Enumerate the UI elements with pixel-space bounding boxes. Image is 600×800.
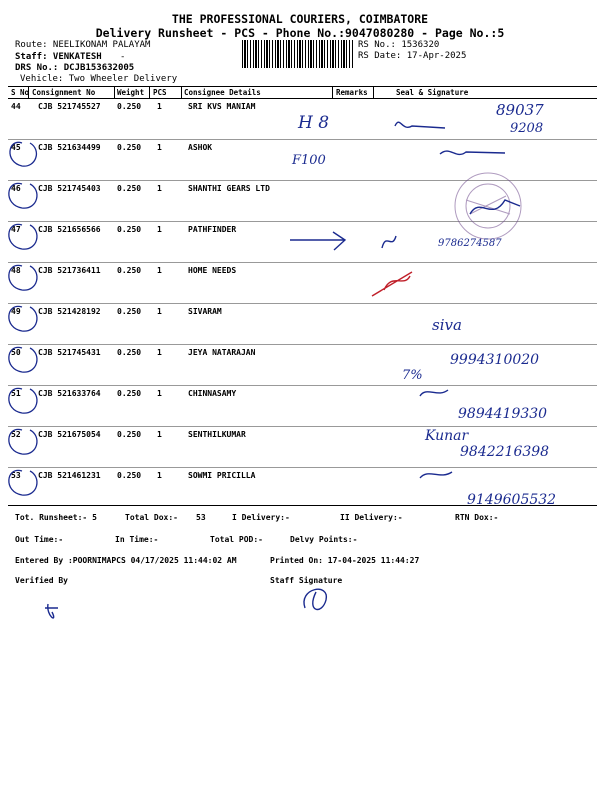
row-weight: 0.250 — [117, 266, 142, 275]
row-weight: 0.250 — [117, 389, 142, 398]
row-sno: 45 — [11, 143, 21, 152]
verified-signature-scribble — [45, 604, 58, 618]
col-header-seal-signature: Seal & Signature — [396, 88, 469, 97]
handwritten-signature: siva — [432, 316, 462, 334]
signature-scribble — [420, 390, 448, 396]
row-sno: 47 — [11, 225, 21, 234]
signature-scribble — [382, 236, 396, 248]
row-consignee: JEYA NATARAJAN — [188, 348, 256, 357]
total-pod: Total POD:- — [210, 535, 263, 544]
staff-mark: - — [120, 52, 126, 62]
row-consignee: CHINNASAMY — [188, 389, 237, 398]
circle-mark — [10, 142, 36, 166]
row-weight: 0.250 — [117, 307, 142, 316]
arrow-mark — [290, 232, 345, 250]
row-pcs: 1 — [157, 102, 162, 111]
route-label: Route: NEELIKONAM PALAYAM — [15, 40, 151, 50]
handwritten-note: 89037 — [496, 101, 544, 119]
row-consignment-no: CJB 521633764 — [38, 389, 101, 398]
row-consignee: SENTHILKUMAR — [188, 430, 246, 439]
circle-mark — [9, 429, 37, 454]
row-consignment-no: CJB 521745403 — [38, 184, 101, 193]
handwritten-phone: 9994310020 — [450, 352, 540, 368]
row-sno: 49 — [11, 307, 21, 316]
row-weight: 0.250 — [117, 102, 142, 111]
row-sno: 52 — [11, 430, 21, 439]
document-subtitle: Delivery Runsheet - PCS - Phone No.:9047080280 - Page No.:5 — [95, 26, 505, 40]
col-header-consignment: Consignment No — [32, 88, 96, 97]
signature-scribble — [420, 472, 452, 478]
row-consignment-no: CJB 521736411 — [38, 266, 101, 275]
signature-scribble — [470, 200, 520, 214]
seal-inner-ring — [466, 184, 510, 228]
tot-runsheet: Tot. Runsheet:- 5 — [15, 513, 97, 522]
drs-number: DRS No.: DCJB153632005 — [15, 63, 135, 73]
ii-delivery: II Delivery:- — [340, 513, 403, 522]
row-consignee: PATHFINDER — [188, 225, 237, 234]
row-pcs: 1 — [157, 225, 162, 234]
row-pcs: 1 — [157, 471, 162, 480]
row-sno: 46 — [11, 184, 21, 193]
total-dox-label: Total Dox:- — [125, 513, 178, 522]
row-consignment-no: CJB 521745527 — [38, 102, 101, 111]
verified-by: Verified By — [15, 576, 68, 585]
signature-scribble — [372, 272, 412, 296]
entered-by: Entered By :POORNIMAPCS 04/17/2025 11:44:02 AM — [15, 556, 237, 565]
row-sno: 53 — [11, 471, 21, 480]
handwritten-remark: H 8 — [298, 113, 330, 133]
circle-mark — [9, 224, 37, 249]
handwritten-phone: 9894419330 — [458, 406, 548, 422]
company-seal — [455, 173, 521, 239]
staff-signature: Staff Signature — [270, 576, 343, 585]
handwritten-phone: 9786274587 — [438, 238, 502, 249]
rtn-dox: RTN Dox:- — [455, 513, 499, 522]
row-sno: 44 — [11, 102, 21, 111]
staff-signature-scribble — [304, 589, 326, 609]
total-dox-value: 53 — [196, 513, 206, 522]
row-consignment-no: CJB 521675054 — [38, 430, 101, 439]
handwritten-signature: Kunar — [425, 428, 469, 444]
row-consignee: SOWMI PRICILLA — [188, 471, 256, 480]
printed-on: Printed On: 17-04-2025 11:44:27 — [270, 556, 420, 565]
row-sno: 50 — [11, 348, 21, 357]
row-weight: 0.250 — [117, 225, 142, 234]
row-weight: 0.250 — [117, 471, 142, 480]
row-consignment-no: CJB 521656566 — [38, 225, 101, 234]
row-weight: 0.250 — [117, 430, 142, 439]
red-signature — [372, 272, 412, 296]
col-header-remarks: Remarks — [336, 88, 368, 97]
handwritten-phone: 9149605532 — [467, 492, 557, 508]
col-header-consignee: Consignee Details — [184, 88, 261, 97]
row-number-circles — [9, 142, 37, 495]
row-pcs: 1 — [157, 307, 162, 316]
handwritten-phone: 9842216398 — [460, 444, 550, 460]
row-weight: 0.250 — [117, 184, 142, 193]
handwritten-remark: F100 — [292, 153, 326, 168]
signature-scribble — [395, 122, 445, 128]
circle-mark — [9, 265, 37, 290]
row-pcs: 1 — [157, 266, 162, 275]
circle-mark — [9, 388, 37, 413]
row-weight: 0.250 — [117, 143, 142, 152]
row-sno: 48 — [11, 266, 21, 275]
row-weight: 0.250 — [117, 348, 142, 357]
row-consignee: SRI KVS MANIAM — [188, 102, 256, 111]
row-sno: 51 — [11, 389, 21, 398]
col-header-sno: S No — [11, 88, 30, 97]
row-consignment-no: CJB 521745431 — [38, 348, 101, 357]
row-pcs: 1 — [157, 389, 162, 398]
i-delivery: I Delivery:- — [232, 513, 290, 522]
row-consignment-no: CJB 521461231 — [38, 471, 101, 480]
col-header-weight: Weight — [117, 88, 145, 97]
row-consignee: HOME NEEDS — [188, 266, 237, 275]
circle-mark — [9, 347, 37, 372]
row-pcs: 1 — [157, 430, 162, 439]
row-pcs: 1 — [157, 184, 162, 193]
row-consignee: ASHOK — [188, 143, 213, 152]
signature-scribble — [440, 151, 505, 154]
handwritten-note: 7% — [402, 368, 423, 383]
delvy-points: Delvy Points:- — [290, 535, 358, 544]
circle-mark — [9, 470, 37, 495]
staff-label: Staff: VENKATESH — [15, 52, 102, 62]
row-pcs: 1 — [157, 348, 162, 357]
in-time: In Time:- — [115, 535, 159, 544]
rs-date: RS Date: 17-Apr-2025 — [358, 51, 467, 61]
col-header-pcs: PCS — [153, 88, 167, 97]
row-consignment-no: CJB 521634499 — [38, 143, 101, 152]
row-consignment-no: CJB 521428192 — [38, 307, 101, 316]
circle-mark — [9, 306, 37, 331]
handwritten-note: 9208 — [510, 121, 544, 136]
vehicle-label: Vehicle: Two Wheeler Delivery — [20, 74, 178, 84]
circle-mark — [9, 183, 37, 208]
document-title: THE PROFESSIONAL COURIERS, COIMBATORE — [171, 12, 429, 26]
seal-outer-ring — [455, 173, 521, 239]
row-consignee: SHANTHI GEARS LTD — [188, 184, 270, 193]
row-pcs: 1 — [157, 143, 162, 152]
out-time: Out Time:- — [15, 535, 64, 544]
row-consignee: SIVARAM — [188, 307, 222, 316]
rs-number: RS No.: 1536320 — [358, 40, 440, 50]
